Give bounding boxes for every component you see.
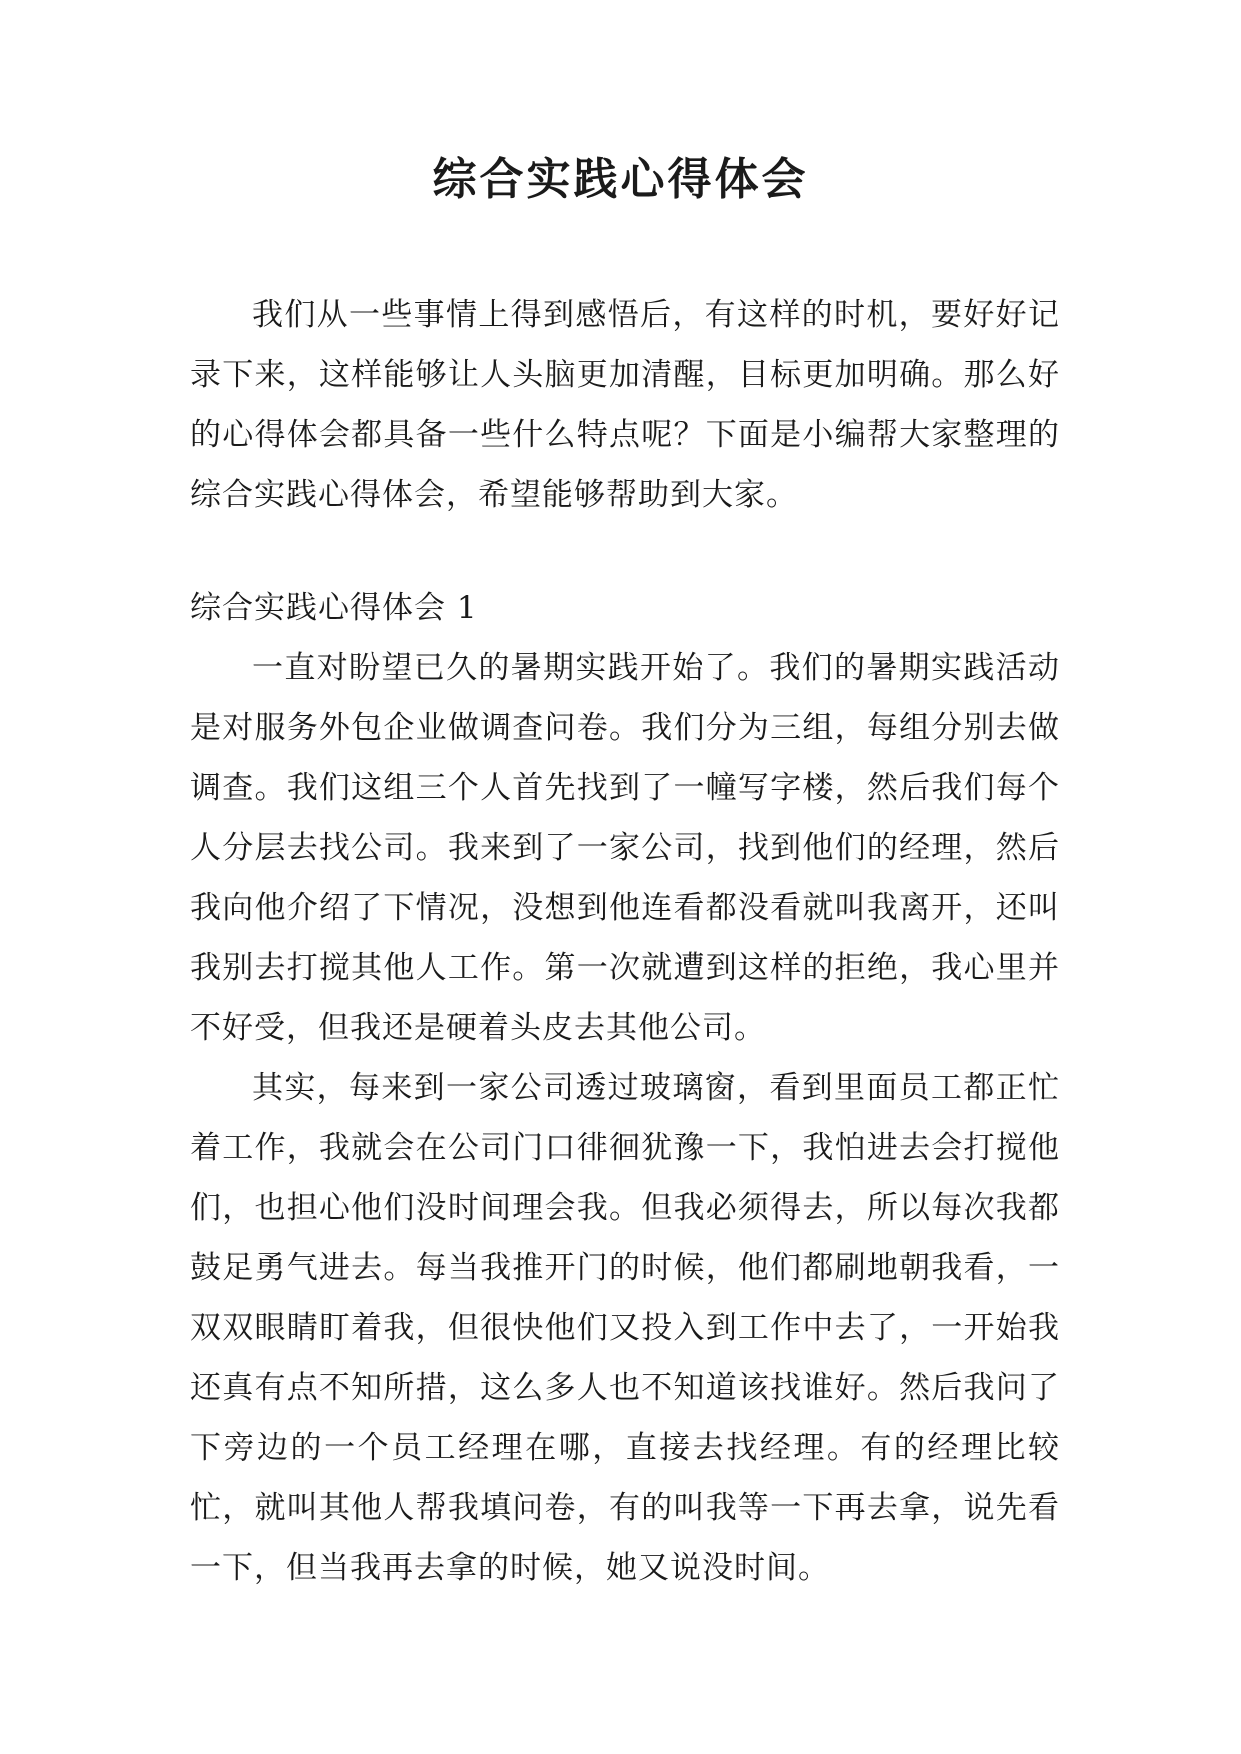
document-title: 综合实践心得体会 xyxy=(432,154,809,205)
section-1 xyxy=(190,578,1060,1598)
section-paragraph-1: 一直对盼望已久的暑期实践开始了。我们的暑期实践活动是对服务外包企业做调查问卷。我们分为三组，每组分别去做调查。我们这组三个人首先找到了一幢写字楼，然后我们每个人分层去找公司。我来到了一家公司，找到他们的经理，然后我向他介绍了下情况，没想到他连看都没看就叫我离开，还叫我别去打搅其他人工作。第一次就遭到这样的拒绝，我心里并不好受，但我还是硬着头皮去其他公司。 xyxy=(190,650,1060,1046)
intro-paragraph: 我们从一些事情上得到感悟后，有这样的时机，要好好记录下来，这样能够让人头脑更加清醒，目标更加明确。那么好的心得体会都具备一些什么特点呢？下面是小编帮大家整理的综合实践心得体会，希望能够帮助到大家。 xyxy=(190,297,1060,513)
section-paragraph-2: 其实，每来到一家公司透过玻璃窗，看到里面员工都正忙着工作，我就会在公司门口徘徊犹豫一下，我怕进去会打搅他们，也担心他们没时间理会我。但我必须得去，所以每次我都鼓足勇气进去。每当我推开门的时候，他们都刷地朝我看，一双双眼睛盯着我，但很快他们又投入到工作中去了，一开始我还真有点不知所措，这么多人也不知道该找谁好。然后我问了下旁边的一个员工经理在哪，直接去找经理。有的经理比较忙，就叫其他人帮我填问卷，有的叫我等一下再去拿，说先看一下，但当我再去拿的时候，她又说没时间。 xyxy=(190,1070,1060,1586)
section-heading: 综合实践心得体会 1 xyxy=(190,590,478,626)
